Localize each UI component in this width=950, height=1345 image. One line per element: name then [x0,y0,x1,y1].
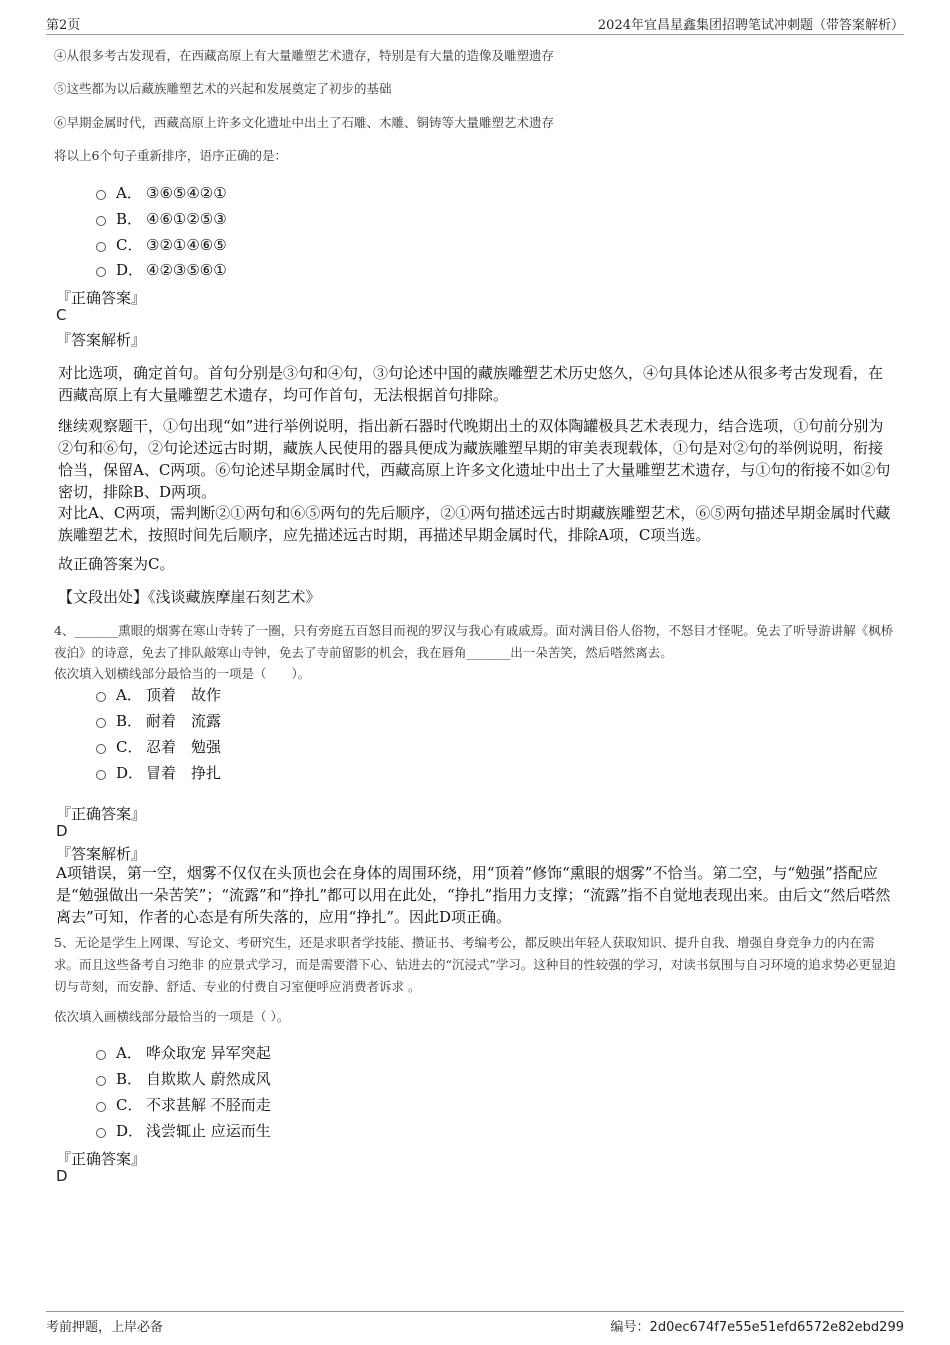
q3-analysis-label: 『答案解析』 [56,331,147,349]
q5-option-a[interactable]: A． 哗众取宠 异军突起 [96,1042,271,1064]
radio-icon[interactable] [96,242,106,252]
radio-icon[interactable] [96,216,106,226]
q3-sentence-6: ⑥早期金属时代，西藏高原上许多文化遗址中出土了石雕、木雕、铜铸等大量雕塑艺术遗存 [54,115,555,130]
q4-stem: 4、_______熏眼的烟雾在寒山寺转了一圈，只有旁庭五百怒目而视的罗汉与我心有戚戚焉。面对满目俗人俗物，不怒目才怪呢。免去了听导游讲解《枫桥夜泊》的诗意，免去了排队敲寒山寺钟，免去了寺前留影的机会，我在唇角_______出一朵苦笑，然后嗒然离去。 [54,623,894,660]
q4-option-b[interactable]: B． 耐着 流露 [96,710,221,732]
q3-analysis-paragraph: 对比A、C两项，需判断②①两句和⑥⑤两句的先后顺序，②①两句描述远古时期藏族雕塑艺术，⑥⑤两句描述早期金属时代藏族雕塑艺术，按照时间先后顺序，应先描述远古时期，再描述早期金属时代，排除A项，C项当选。 [58,504,891,544]
radio-icon[interactable] [96,267,106,277]
q3-analysis-paragraph: 故正确答案为C。 [58,555,175,573]
q3-analysis-paragraph: 继续观察题干，①句出现“如”进行举例说明，指出新石器时代晚期出土的双体陶罐极具艺术表现力，结合选项，①句前分别为②句和⑥句，②句论述远古时期，藏族人民使用的器具便成为藏族雕塑早期的审美表现载体，①句是对②句的举例说明，衔接恰当，保留A、C两项。⑥句论述早期金属时代，西藏高原上许多文化遗址中出土了大量雕塑艺术遗存，与①句的衔接不如②句密切，排除B、D两项。 [58,417,891,501]
q4-prompt: 依次填入划横线部分最恰当的一项是（ ）。 [54,666,311,681]
radio-icon[interactable] [96,770,106,780]
q5-stem: 5、无论是学生上网课、写论文、考研究生，还是求职者学技能、攒证书、考编考公，都反映出年轻人获取知识、提升自我、增强自身竞争力的内在需求。而且这些备考自习绝非 的应景式学习，而是需要潜下心、钻进去的“沉浸式”学习。这种目的性较强的学习，对读书氛围与自习环境的追求势必更显迫切与苛刻，而安静、舒适、专业的付费自习室便呼应消费者诉求 。 [54,935,896,994]
q3-option-d[interactable]: D． ④②③⑤⑥① [96,259,227,281]
q5-option-b[interactable]: B． 自欺欺人 蔚然成风 [96,1068,271,1090]
q5-answer: D [56,1167,68,1185]
radio-icon[interactable] [96,1076,106,1086]
radio-icon[interactable] [96,744,106,754]
q3-sentence-4: ④从很多考古发现看，在西藏高原上有大量雕塑艺术遗存，特别是有大量的造像及雕塑遗存 [54,48,555,63]
document-title: 2024年宜昌星鑫集团招聘笔试冲刺题（带答案解析） [597,18,904,33]
q3-answer: C [56,306,67,324]
footer-slogan: 考前押题，上岸必备 [46,1320,164,1335]
q3-source: 【文段出处】《浅谈藏族摩崖石刻艺术》 [58,588,321,606]
q3-analysis-paragraph: 对比选项，确定首句。首句分别是③句和④句，③句论述中国的藏族雕塑艺术历史悠久，④句具体论述从很多考古发现看，在西藏高原上有大量雕塑艺术遗存，均可作首句，无法根据首句排除。 [58,364,884,404]
q4-option-c[interactable]: C． 忍着 勉强 [96,736,221,758]
q5-option-c[interactable]: C． 不求甚解 不胫而走 [96,1094,271,1116]
code-value: 2d0ec674f7e55e51efd6572e82ebd299 [649,1320,904,1335]
q5-option-d[interactable]: D． 浅尝辄止 应运而生 [96,1120,271,1142]
radio-icon[interactable] [96,1102,106,1112]
radio-icon[interactable] [96,1128,106,1138]
radio-icon[interactable] [96,1050,106,1060]
q3-option-b[interactable]: B． ④⑥①②⑤③ [96,208,227,230]
radio-icon[interactable] [96,718,106,728]
q4-analysis-label: 『答案解析』 [56,845,147,863]
q4-answer-label: 『正确答案』 [56,805,147,823]
radio-icon[interactable] [96,190,106,200]
q5-answer-label: 『正确答案』 [56,1150,147,1168]
q4-answer: D [56,822,68,840]
page-footer [46,1311,904,1340]
q4-analysis: A项错误，第一空，烟雾不仅仅在头顶也会在身体的周围环绕，用“顶着”修饰“熏眼的烟雾”不恰当。第二空，与“勉强”搭配应是“勉强做出一朵苦笑”；“流露”和“挣扎”都可以用在此处，“挣扎”指用力支撑；“流露”指不自觉地表现出来。由后文“然后嗒然离去”可知，作者的心态是有所失落的，应用“挣扎”。因此D项正确。 [56,864,891,926]
q4-option-a[interactable]: A． 顶着 故作 [96,684,221,706]
page-number: 第2页 [46,18,81,33]
q3-option-a[interactable]: A． ③⑥⑤④②① [96,182,227,204]
radio-icon[interactable] [96,692,106,702]
code-label: 编号： [610,1320,650,1335]
q3-sentence-5: ⑤这些都为以后藏族雕塑艺术的兴起和发展奠定了初步的基础 [54,81,392,96]
page-header [46,14,904,35]
q4-option-d[interactable]: D． 冒着 挣扎 [96,762,221,784]
q3-answer-label: 『正确答案』 [56,289,147,307]
q3-prompt: 将以上6个句子重新排序，语序正确的是： [54,148,287,163]
q3-option-c[interactable]: C． ③②①④⑥⑤ [96,234,227,256]
document-code [611,1316,904,1335]
q5-prompt: 依次填入画横线部分最恰当的一项是（ ）。 [54,1009,290,1024]
